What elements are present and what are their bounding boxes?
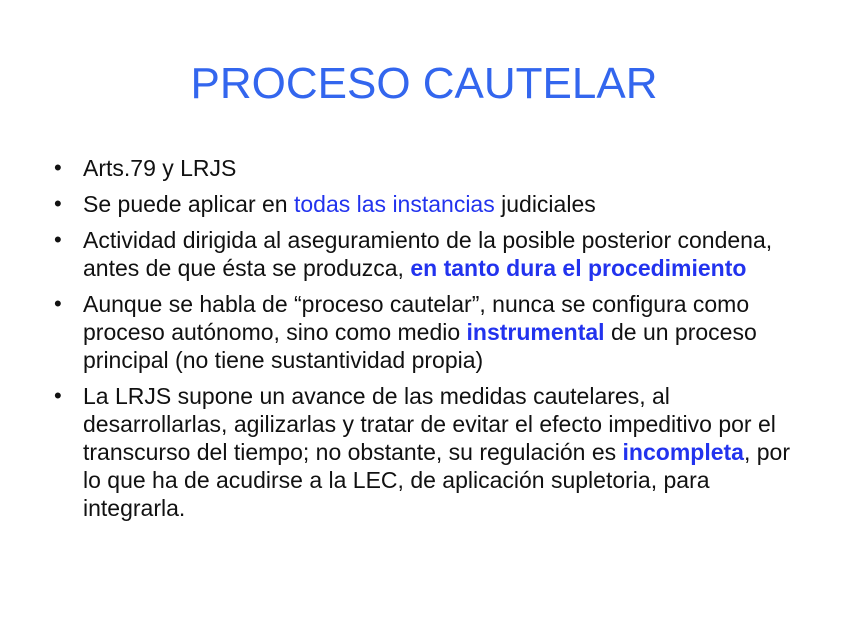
bullet-text [83,191,596,217]
bullet-dot-icon: • [54,383,62,408]
text-segment: judiciales [494,191,596,217]
bullet-item [50,226,802,282]
emphasis-segment: todas las instancias [294,191,495,217]
emphasis-segment: instrumental [466,319,605,345]
bullet-text [83,227,772,281]
bullet-list [50,154,802,530]
emphasis-segment: incompleta [622,439,744,465]
emphasis-segment: en tanto dura el procedimiento [410,255,747,281]
bullet-dot-icon: • [54,191,62,216]
text-segment: de un proceso principal (no tiene sustantividad propia) [83,319,757,373]
slide-title: PROCESO CAUTELAR [190,59,658,108]
bullet-text [83,383,790,521]
text-segment: Aunque se habla de “proceso cautelar”, nunca se configura como proceso autónomo, sino como medio [83,291,750,345]
text-segment: , por lo que ha de acudirse a la LEC, de aplicación supletoria, para integrarla. [83,439,790,521]
bullet-item [50,382,802,522]
bullet-item [50,290,802,374]
bullet-dot-icon: • [54,291,62,316]
bullet-item [50,190,802,218]
bullet-dot-icon: • [54,227,62,252]
bullet-text [83,155,236,181]
bullet-item [50,154,802,182]
text-segment: Arts.79 y LRJS [83,155,237,181]
bullet-text [83,291,757,373]
text-segment: Se puede aplicar en [83,191,294,217]
text-segment: La LRJS supone un avance de las medidas cautelares, al desarrollarlas, agilizarlas y tratar de evitar el efecto impeditivo por el transcurso del tiempo; no obstante, su regulación es [83,383,776,465]
bullet-dot-icon: • [54,155,62,180]
text-segment: Actividad dirigida al aseguramiento de la posible posterior condena, antes de que ésta se produzca, [83,227,773,281]
